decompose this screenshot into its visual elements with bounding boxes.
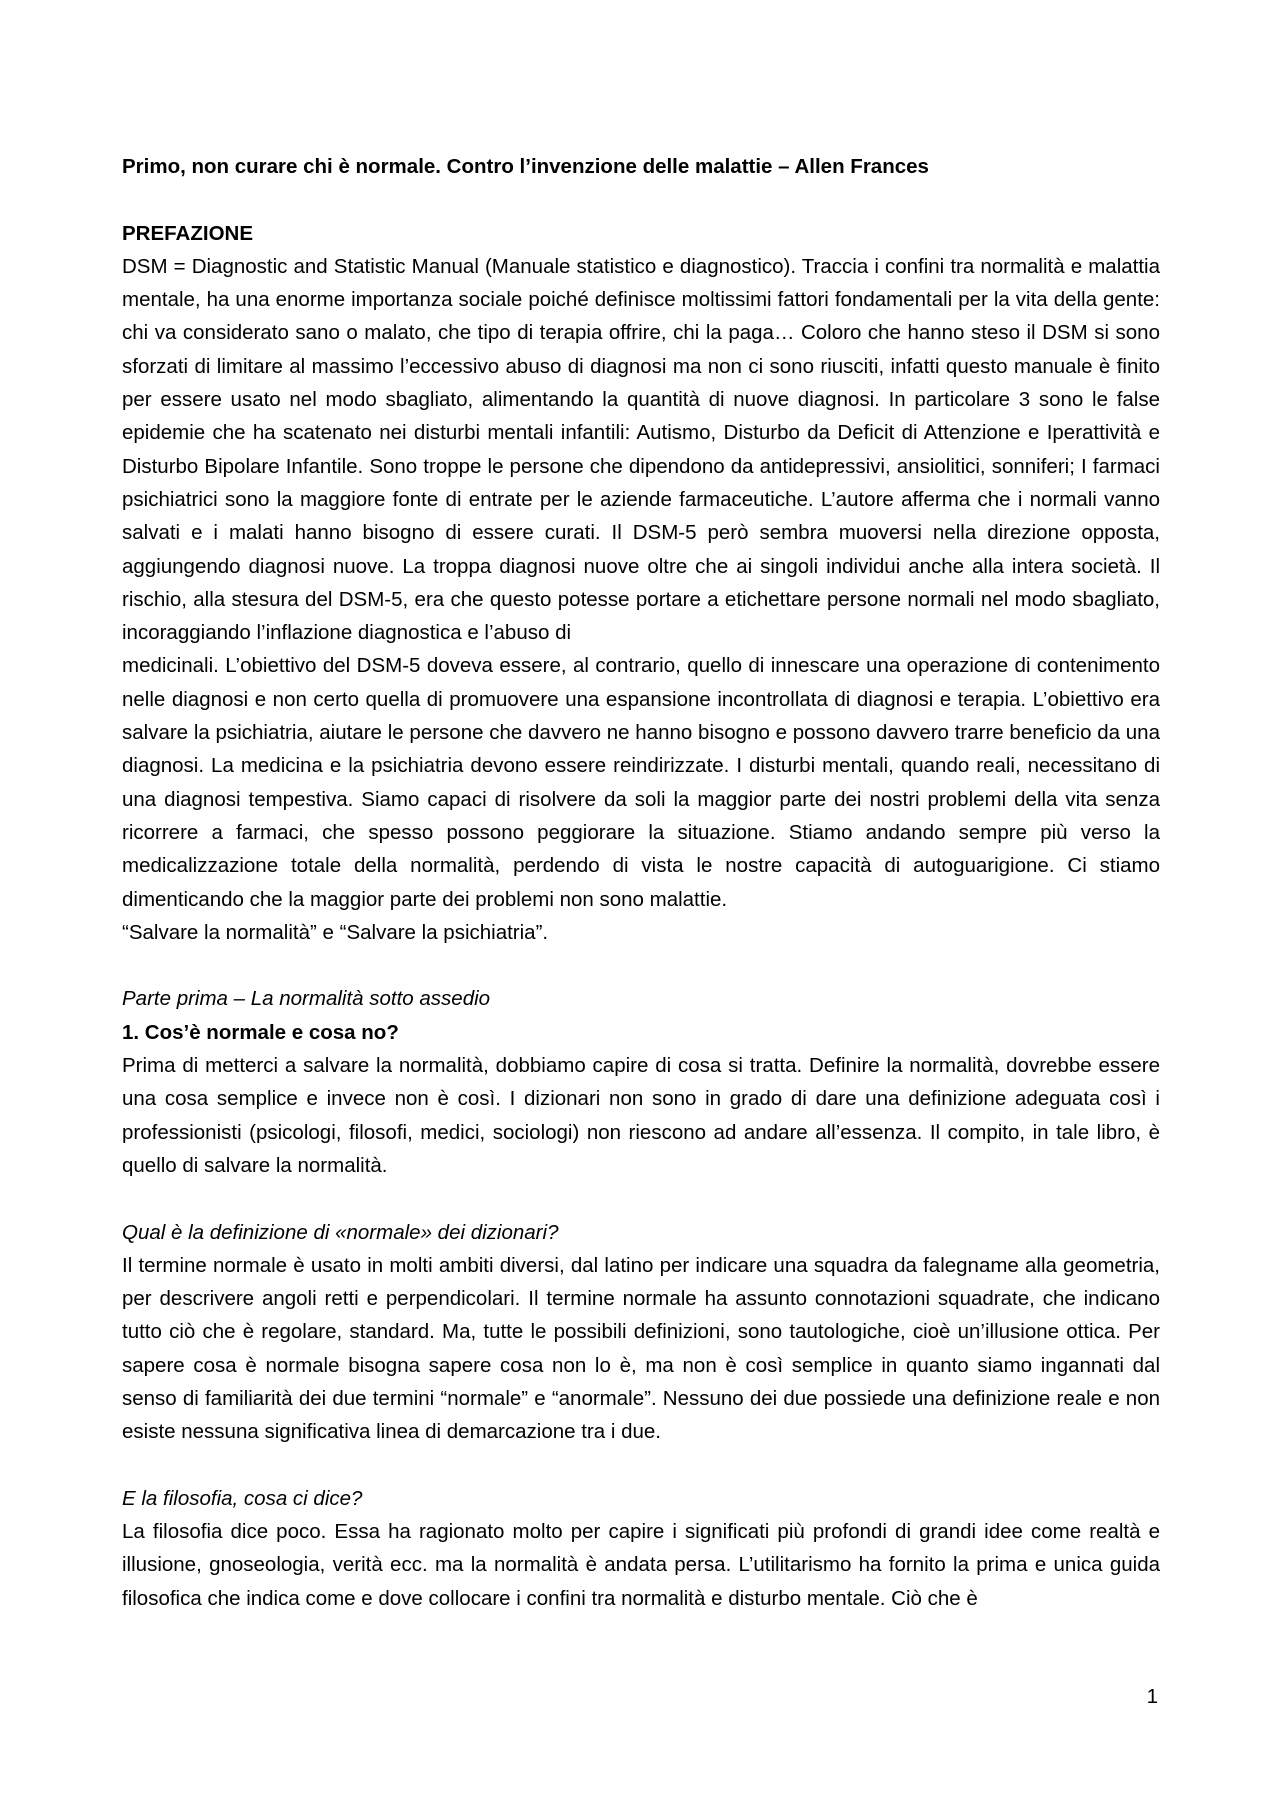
section-parte-prima <box>122 982 1160 1615</box>
document-title: Primo, non curare chi è normale. Contro l’invenzione delle malattie – Allen Frances <box>122 155 929 178</box>
paragraph-chapter-2: Il termine normale è usato in molti ambiti diversi, dal latino per indicare una squadra da falegname alla geometria, per descrivere angoli retti e perpendicolari. Il termine normale ha assunto connotazioni squadrate, che indicano tutto ciò che è regolare, standard. Ma, tutte le possibili definizioni, sono tautologiche, cioè un’illusione ottica. Per sapere cosa è normale bisogna sapere cosa non lo è, ma non è così semplice in quanto siamo ingannati dal senso di familiarità dei due termini “normale” e “anormale”. Nessuno dei due possiede una definizione reale e non esiste nessuna significativa linea di demarcazione tra i due. <box>122 1253 1160 1444</box>
chapter-heading: 1. Cos’è normale e cosa no? <box>122 1020 399 1044</box>
spacer <box>122 1182 1160 1215</box>
section-heading-prefazione: PREFAZIONE <box>122 221 253 245</box>
paragraph-prefazione-1: DSM = Diagnostic and Statistic Manual (Manuale statistico e diagnostico). Traccia i confini tra normalità e malattia mentale, ha una enorme importanza sociale poiché definisce moltissimi fattori fondamentali per la vita della gente: chi va considerato sano o malato, che tipo di terapia offrire, chi la paga… Coloro che hanno steso il DSM si sono sforzati di limitare al massimo l’eccessivo abuso di diagnosi ma non ci sono riusciti, infatti questo manuale è finito per essere usato nel modo sbagliato, alimentando la quantità di nuove diagnosi. In particolare 3 sono le false epidemie che ha scatenato nei disturbi mentali infantili: Autismo, Disturbo da Deficit di Attenzione e Iperattività e Disturbo Bipolare Infantile. Sono troppe le persone che dipendono da antidepressivi, ansiolitici, sonniferi; I farmaci psichiatrici sono la maggiore fonte di entrate per le aziende farmaceutiche. L’autore afferma che i normali vanno salvati e i malati hanno bisogno di essere curati. Il DSM-5 però sembra muoversi nella direzione opposta, aggiungendo diagnosi nuove. La troppa diagnosi nuove oltre che ai singoli individui anche alla intera società. Il rischio, alla stesura del DSM-5, era che questo potesse portare a etichettare persone normali nel modo sbagliato, incoraggiando l’inflazione diagnostica e l’abuso di <box>122 254 1160 645</box>
section-prefazione <box>122 217 1160 950</box>
spacer <box>122 1449 1160 1482</box>
part-label: Parte prima – La normalità sotto assedio <box>122 987 491 1011</box>
question-heading-filosofia: E la filosofia, cosa ci dice? <box>122 1486 363 1510</box>
question-heading-dizionari: Qual è la definizione di «normale» dei dizionari? <box>122 1220 559 1244</box>
paragraph-prefazione-3: “Salvare la normalità” e “Salvare la psichiatria”. <box>122 920 549 944</box>
paragraph-prefazione-2: medicinali. L’obiettivo del DSM-5 doveva essere, al contrario, quello di innescare una operazione di contenimento nelle diagnosi e non certo quella di promuovere una espansione incontrollata di diagnosi e terapia. L’obiettivo era salvare la psichiatria, aiutare le persone che davvero ne hanno bisogno e possono davvero trarre beneficio da una diagnosi. La medicina e la psichiatria devono essere reindirizzate. I disturbi mentali, quando reali, necessitano di una diagnosi tempestiva. Siamo capaci di risolvere da soli la maggior parte dei nostri problemi della vita senza ricorrere a farmaci, che spesso possono peggiorare la situazione. Stiamo andando sempre più verso la medicalizzazione totale della normalità, perdendo di vista le nostre capacità di autoguarigione. Ci stiamo dimenticando che la maggior parte dei problemi non sono malattie. <box>122 654 1160 911</box>
document-page <box>122 150 1160 1615</box>
paragraph-chapter-3: La filosofia dice poco. Essa ha ragionato molto per capire i significati più profondi di grandi idee come realtà e illusione, gnoseologia, verità ecc. ma la normalità è andata persa. L’utilitarismo ha fornito la prima e unica guida filosofica che indica come e dove collocare i confini tra normalità e disturbo mentale. Ciò che è <box>122 1520 1160 1610</box>
spacer <box>122 949 1160 982</box>
paragraph-chapter-1: Prima di metterci a salvare la normalità, dobbiamo capire di cosa si tratta. Definire la normalità, dovrebbe essere una cosa semplice e invece non è così. I dizionari non sono in grado di dare una definizione adeguata così i professionisti (psicologi, filosofi, medici, sociologi) non riescono ad andare all’essenza. Il compito, in tale libro, è quello di salvare la normalità. <box>122 1054 1160 1177</box>
page-number: 1 <box>1146 1685 1158 1708</box>
